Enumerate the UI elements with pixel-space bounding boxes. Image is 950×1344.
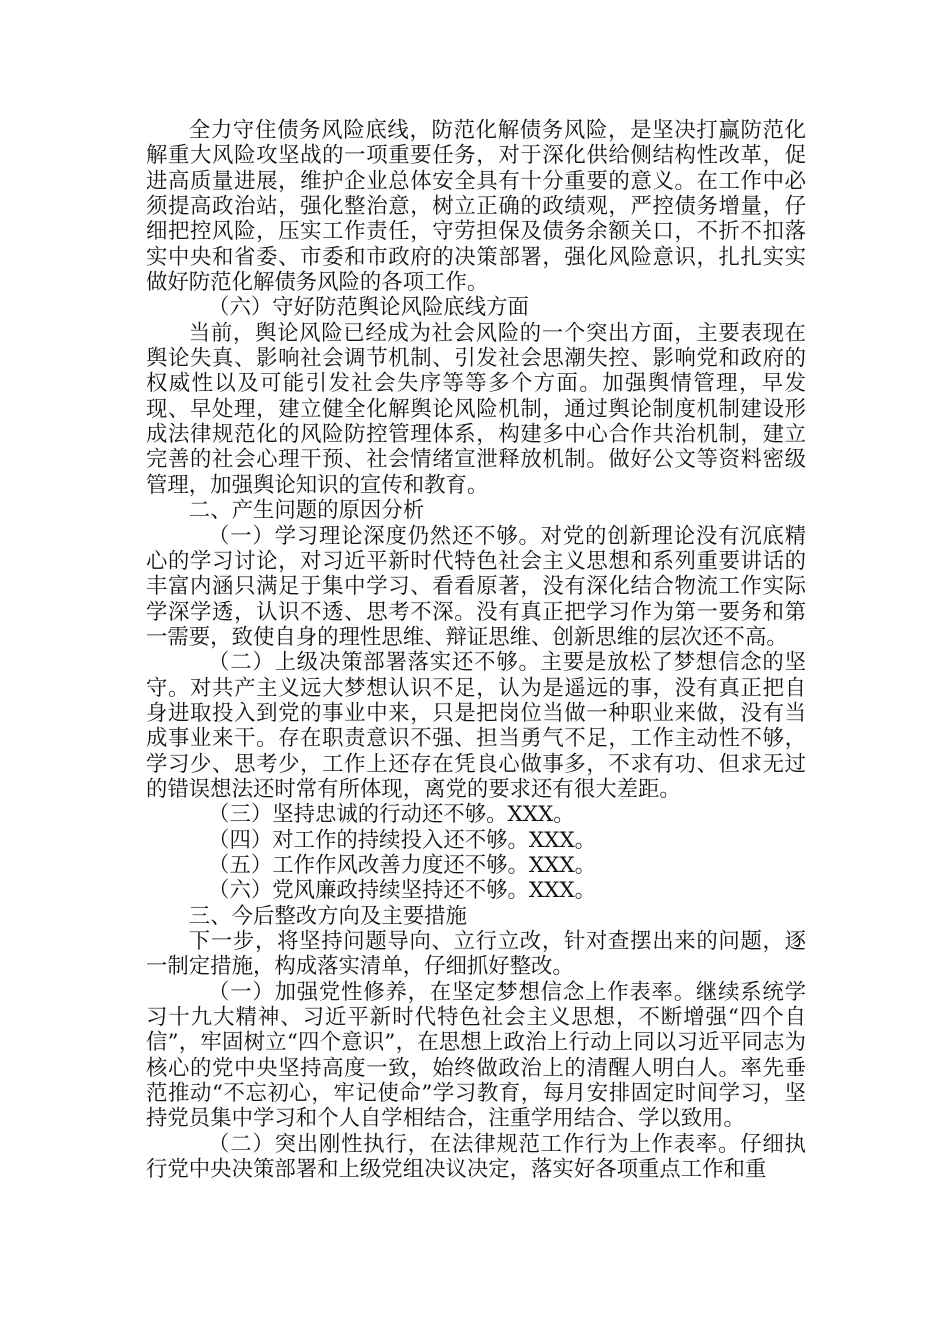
paragraph-cause-2: （二）上级决策部署落实还不够。主要是放松了梦想信念的坚守。对共产主义远大梦想认识不足，认为是遥远的事，没有真正把自身进取投入到党的事业中来，只是把岗位当做一种职业来做，没有当成事业来干。存在职责意识不强、担当勇气不足，工作主动性不够，学习少、思考少，工作上还存在凭良心做事多，不求有功、但求无过的错误想法还时常有所体现，离党的要求还有很大差距。 xyxy=(146,650,806,802)
section-heading-rectification: 三、今后整改方向及主要措施 xyxy=(188,903,467,929)
paragraph-cause-3: （三）坚持忠诚的行动还不够。XXX。 xyxy=(208,802,575,828)
paragraph-cause-1: （一）学习理论深度仍然还不够。对党的创新理论没有沉底精心的学习讨论，对习近平新时代特色社会主义思想和系列重要讲话的丰富内涵只满足于集中学习、看看原著，没有深化结合物流工作实际学深学透，认识不透、思考不深。没有真正把学习作为第一要务和第一需要，致使自身的理性思维、辩证思维、创新思维的层次还不高。 xyxy=(146,523,806,650)
paragraph-measure-2: （二）突出刚性执行，在法律规范工作行为上作表率。仔细执行党中央决策部署和上级党组决议决定，落实好各项重点工作和重 xyxy=(146,1131,806,1183)
paragraph-debt-risk: 全力守住债务风险底线，防范化解债务风险，是坚决打赢防范化解重大风险攻坚战的一项重要任务，对于深化供给侧结构性改革，促进高质量进展，维护企业总体安全具有十分重要的意义。在工作中必须提高政治站，强化整治意，树立正确的政绩观，严控债务增量，仔细把控风险，压实工作责任，守劳担保及债务余额关口，不折不扣落实中央和省委、市委和市政府的决策部署，强化风险意识，扎扎实实做好防范化解债务风险的各项工作。 xyxy=(146,118,806,296)
paragraph-public-opinion: 当前，舆论风险已经成为社会风险的一个突出方面，主要表现在舆论失真、影响社会调节机制、引发社会思潮失控、影响党和政府的权威性以及可能引发社会失序等等多个方面。加强舆情管理，早发现、早处理，建立健全化解舆论风险机制，通过舆论制度机制建设形成法律规范化的风险防控管理体系，构建多中心合作共治机制，建立完善的社会心理干预、社会情绪宣泄释放机制。做好公文等资料密级管理，加强舆论知识的宣传和教育。 xyxy=(146,320,806,498)
paragraph-next-steps: 下一步，将坚持问题导向、立行立改，针对查摆出来的问题，逐一制定措施，构成落实清单，仔细抓好整改。 xyxy=(146,929,806,980)
document-page xyxy=(146,118,806,1182)
paragraph-cause-4: （四）对工作的持续投入还不够。XXX。 xyxy=(208,827,596,853)
heading-public-opinion-risk: （六）守好防范舆论风险底线方面 xyxy=(208,295,529,321)
section-heading-cause-analysis: 二、产生问题的原因分析 xyxy=(188,498,425,524)
paragraph-cause-6: （六）党风廉政持续坚持还不够。XXX。 xyxy=(208,878,596,904)
paragraph-measure-1: （一）加强党性修养，在坚定梦想信念上作表率。继续系统学习十九大精神、习近平新时代特色社会主义思想，不断增强“四个自信”，牢固树立“四个意识”，在思想上政治上行动上同以习近平同志为核心的党中央坚持高度一致，始终做政治上的清醒人明白人。率先垂范推动“不忘初心，牢记使命”学习教育，每月安排固定时间学习，坚持党员集中学习和个人自学相结合，注重学用结合、学以致用。 xyxy=(146,979,806,1132)
paragraph-cause-5: （五）工作作风改善力度还不够。XXX。 xyxy=(208,852,596,878)
